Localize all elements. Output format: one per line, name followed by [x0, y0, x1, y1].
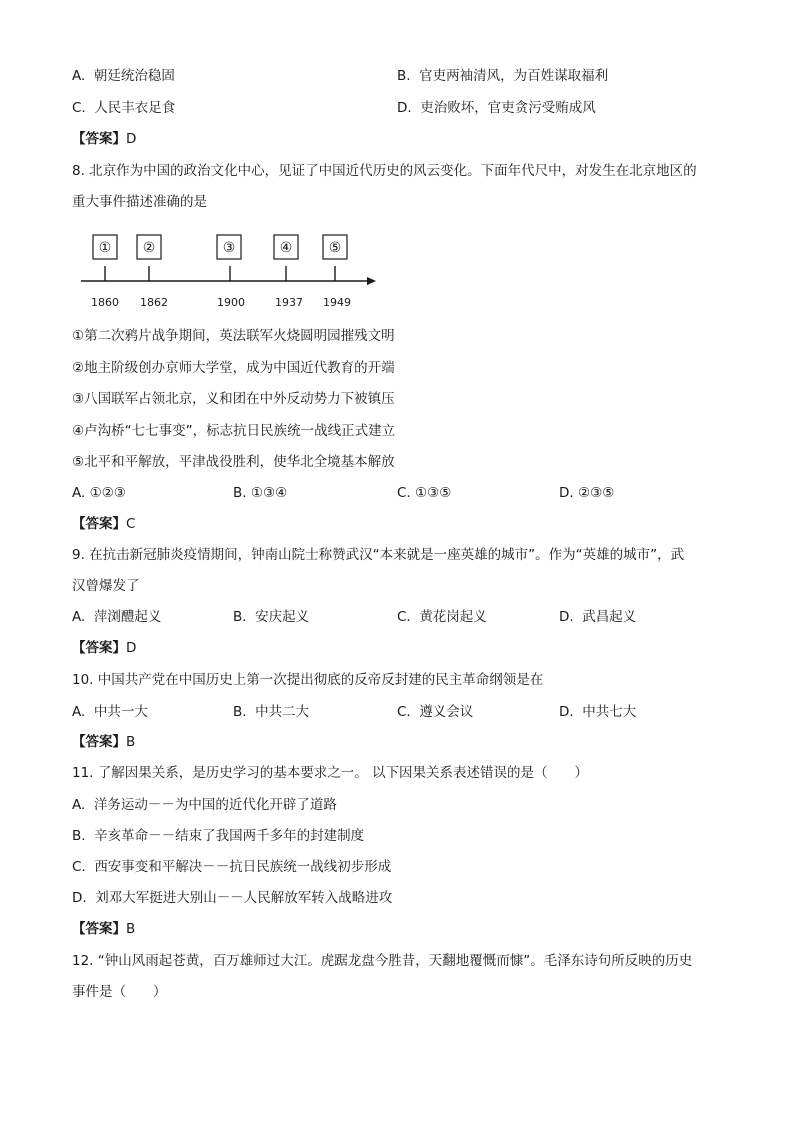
q10-answer: 【答案】B — [72, 734, 136, 750]
q10-option-b: B. 中共二大 — [233, 704, 310, 720]
q8-statement-1: ①第二次鸦片战争期间，英法联军火烧圆明园摧残文明 — [72, 328, 395, 344]
timeline-year-4: 1937 — [275, 296, 303, 309]
q9-option-d: D. 武昌起义 — [559, 609, 637, 625]
q11-option-b: B. 辛亥革命－－结束了我国两千多年的封建制度 — [72, 828, 365, 844]
q11-answer: 【答案】B — [72, 921, 136, 937]
q8-statement-4: ④卢沟桥“七七事变”，标志抗日民族统一战线正式建立 — [72, 423, 396, 439]
q9-option-b: B. 安庆起义 — [233, 609, 310, 625]
timeline-figure — [78, 230, 388, 312]
q12-stem-line1: 12. “钟山风雨起苍黄，百万雄师过大江。虎踞龙盘今胜昔，天翻地覆慨而慷”。毛泽东诗句所反映的历史 — [72, 953, 693, 969]
q9-option-c: C. 黄花岗起义 — [397, 609, 487, 625]
q8-answer: 【答案】C — [72, 516, 136, 532]
q9-answer: 【答案】D — [72, 640, 137, 656]
timeline-year-3: 1900 — [217, 296, 245, 309]
q8-option-a: A. ①②③ — [72, 485, 126, 501]
q11-option-c: C. 西安事变和平解决－－抗日民族统一战线初步形成 — [72, 859, 392, 875]
q9-stem-line1: 9. 在抗击新冠肺炎疫情期间，钟南山院士称赞武汉“本来就是一座英雄的城市”。作为“英雄的城市”，武 — [72, 547, 685, 563]
timeline-year-1: 1860 — [91, 296, 119, 309]
q9-stem-line2: 汉曾爆发了 — [72, 578, 140, 594]
q11-option-a: A. 洋务运动－－为中国的近代化开辟了道路 — [72, 797, 337, 813]
q9-option-a: A. 萍浏醴起义 — [72, 609, 162, 625]
q8-statement-5: ⑤北平和平解放，平津战役胜利，使华北全境基本解放 — [72, 454, 395, 470]
q7-option-c: C. 人民丰衣足食 — [72, 100, 176, 116]
q10-stem: 10. 中国共产党在中国历史上第一次提出彻底的反帝反封建的民主革命纲领是在 — [72, 672, 544, 688]
q8-stem-line2: 重大事件描述准确的是 — [72, 194, 207, 210]
q7-option-b: B. 官吏两袖清风，为百姓谋取福利 — [397, 68, 609, 84]
q8-statement-2: ②地主阶级创办京师大学堂，成为中国近代教育的开端 — [72, 360, 395, 376]
q11-stem: 11. 了解因果关系，是历史学习的基本要求之一。 以下因果关系表述错误的是（ ） — [72, 765, 589, 781]
q8-statement-3: ③八国联军占领北京，义和团在中外反动势力下被镇压 — [72, 391, 395, 407]
q10-option-d: D. 中共七大 — [559, 704, 637, 720]
q12-stem-line2: 事件是（ ） — [72, 984, 167, 1000]
q7-answer: 【答案】D — [72, 131, 137, 147]
timeline-year-5: 1949 — [323, 296, 351, 309]
q8-stem-line1: 8. 北京作为中国的政治文化中心，见证了中国近代历史的风云变化。下面年代尺中，对发生在北京地区的 — [72, 163, 697, 179]
timeline-box-2-label: ② — [142, 240, 156, 256]
timeline-box-5-label: ⑤ — [328, 240, 342, 256]
timeline-year-2: 1862 — [140, 296, 168, 309]
q11-option-d: D. 刘邓大军挺进大别山－－人民解放军转入战略进攻 — [72, 890, 393, 906]
timeline-box-4-label: ④ — [279, 240, 293, 256]
q7-option-a: A. 朝廷统治稳固 — [72, 68, 175, 84]
q10-option-a: A. 中共一大 — [72, 704, 148, 720]
q8-option-d: D. ②③⑤ — [559, 485, 615, 501]
timeline-arrow — [367, 277, 376, 285]
q8-option-b: B. ①③④ — [233, 485, 288, 501]
q8-option-c: C. ①③⑤ — [397, 485, 452, 501]
timeline-box-3-label: ③ — [222, 240, 236, 256]
timeline-box-1-label: ① — [98, 240, 112, 256]
q10-option-c: C. 遵义会议 — [397, 704, 474, 720]
q7-option-d: D. 吏治败坏，官吏贪污受贿成风 — [397, 100, 596, 116]
